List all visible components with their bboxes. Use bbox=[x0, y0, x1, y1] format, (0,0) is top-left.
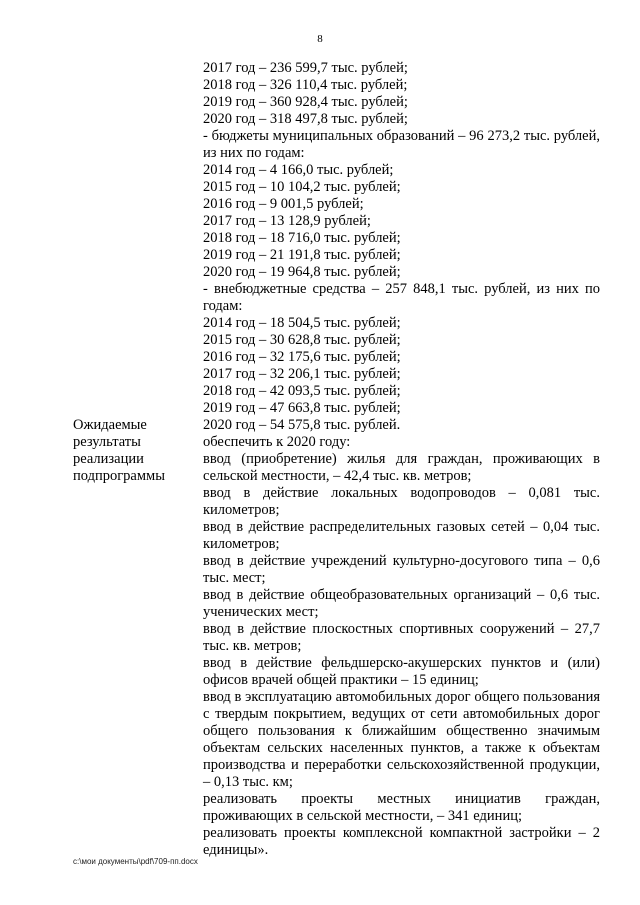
funding-and-results-column bbox=[203, 60, 600, 859]
results-intro: обеспечить к 2020 году: bbox=[203, 434, 351, 450]
municipal-year-line: 2014 год – 4 166,0 тыс. рублей; bbox=[203, 162, 394, 178]
result-item: реализовать проекты комплексной компактной застройки – 2 единицы». bbox=[203, 825, 600, 858]
municipal-year-line: 2017 год – 13 128,9 рублей; bbox=[203, 213, 371, 229]
extrabudget-year-line: 2015 год – 30 628,8 тыс. рублей; bbox=[203, 332, 401, 348]
result-item: ввод в эксплуатацию автомобильных дорог общего пользования с твердым покрытием, ведущих от сети автомобильных дорог общего пользования к ближайшим общественно значимым объектам сельских населенных пунктов, а также к объектам производства и переработки сельскохозяйственной продукции, – 0,13 тыс. км; bbox=[203, 689, 600, 790]
result-item: ввод в действие плоскостных спортивных сооружений – 27,7 тыс. кв. метров; bbox=[203, 621, 600, 654]
budget-line: 2017 год – 236 599,7 тыс. рублей; bbox=[203, 60, 408, 76]
section-label bbox=[73, 417, 193, 485]
page-number: 8 bbox=[317, 33, 323, 45]
extrabudget-year-line: 2016 год – 32 175,6 тыс. рублей; bbox=[203, 349, 401, 365]
result-item: ввод в действие общеобразовательных организаций – 0,6 тыс. ученических мест; bbox=[203, 587, 600, 620]
municipal-year-line: 2020 год – 19 964,8 тыс. рублей; bbox=[203, 264, 401, 280]
section-label-line: подпрограммы bbox=[73, 468, 165, 484]
result-item: реализовать проекты местных инициатив граждан, проживающих в сельской местности, – 341 единиц; bbox=[203, 791, 600, 824]
municipal-year-line: 2016 год – 9 001,5 рублей; bbox=[203, 196, 364, 212]
budget-line: 2018 год – 326 110,4 тыс. рублей; bbox=[203, 77, 408, 93]
extrabudget-year-line: 2017 год – 32 206,1 тыс. рублей; bbox=[203, 366, 401, 382]
extrabudget-heading: - внебюджетные средства – 257 848,1 тыс. рублей, из них по годам: bbox=[203, 281, 600, 314]
result-item: ввод (приобретение) жилья для граждан, проживающих в сельской местности, – 42,4 тыс. кв. метров; bbox=[203, 451, 600, 484]
section-label-line: результаты bbox=[73, 434, 141, 450]
extrabudget-year-line: 2014 год – 18 504,5 тыс. рублей; bbox=[203, 315, 401, 331]
municipal-year-line: 2018 год – 18 716,0 тыс. рублей; bbox=[203, 230, 401, 246]
extrabudget-year-line: 2018 год – 42 093,5 тыс. рублей; bbox=[203, 383, 401, 399]
section-label-line: Ожидаемые bbox=[73, 417, 147, 433]
extrabudget-year-line: 2019 год – 47 663,8 тыс. рублей; bbox=[203, 400, 401, 416]
municipal-year-line: 2019 год – 21 191,8 тыс. рублей; bbox=[203, 247, 401, 263]
result-item: ввод в действие распределительных газовых сетей – 0,04 тыс. километров; bbox=[203, 519, 600, 552]
budget-line: 2020 год – 318 497,8 тыс. рублей; bbox=[203, 111, 408, 127]
file-path-footer: c:\мои документы\pdf\709-пп.docx bbox=[73, 857, 198, 866]
result-item: ввод в действие учреждений культурно-досугового типа – 0,6 тыс. мест; bbox=[203, 553, 600, 586]
result-item: ввод в действие локальных водопроводов – 0,081 тыс. километров; bbox=[203, 485, 600, 518]
extrabudget-year-line: 2020 год – 54 575,8 тыс. рублей. bbox=[203, 417, 401, 433]
municipal-year-line: 2015 год – 10 104,2 тыс. рублей; bbox=[203, 179, 401, 195]
result-item: ввод в действие фельдшерско-акушерских пунктов и (или) офисов врачей общей практики – 15 единиц; bbox=[203, 655, 600, 688]
budget-line: 2019 год – 360 928,4 тыс. рублей; bbox=[203, 94, 408, 110]
municipal-budget-heading: - бюджеты муниципальных образований – 96 273,2 тыс. рублей, из них по годам: bbox=[203, 128, 600, 161]
section-label-line: реализации bbox=[73, 451, 144, 467]
